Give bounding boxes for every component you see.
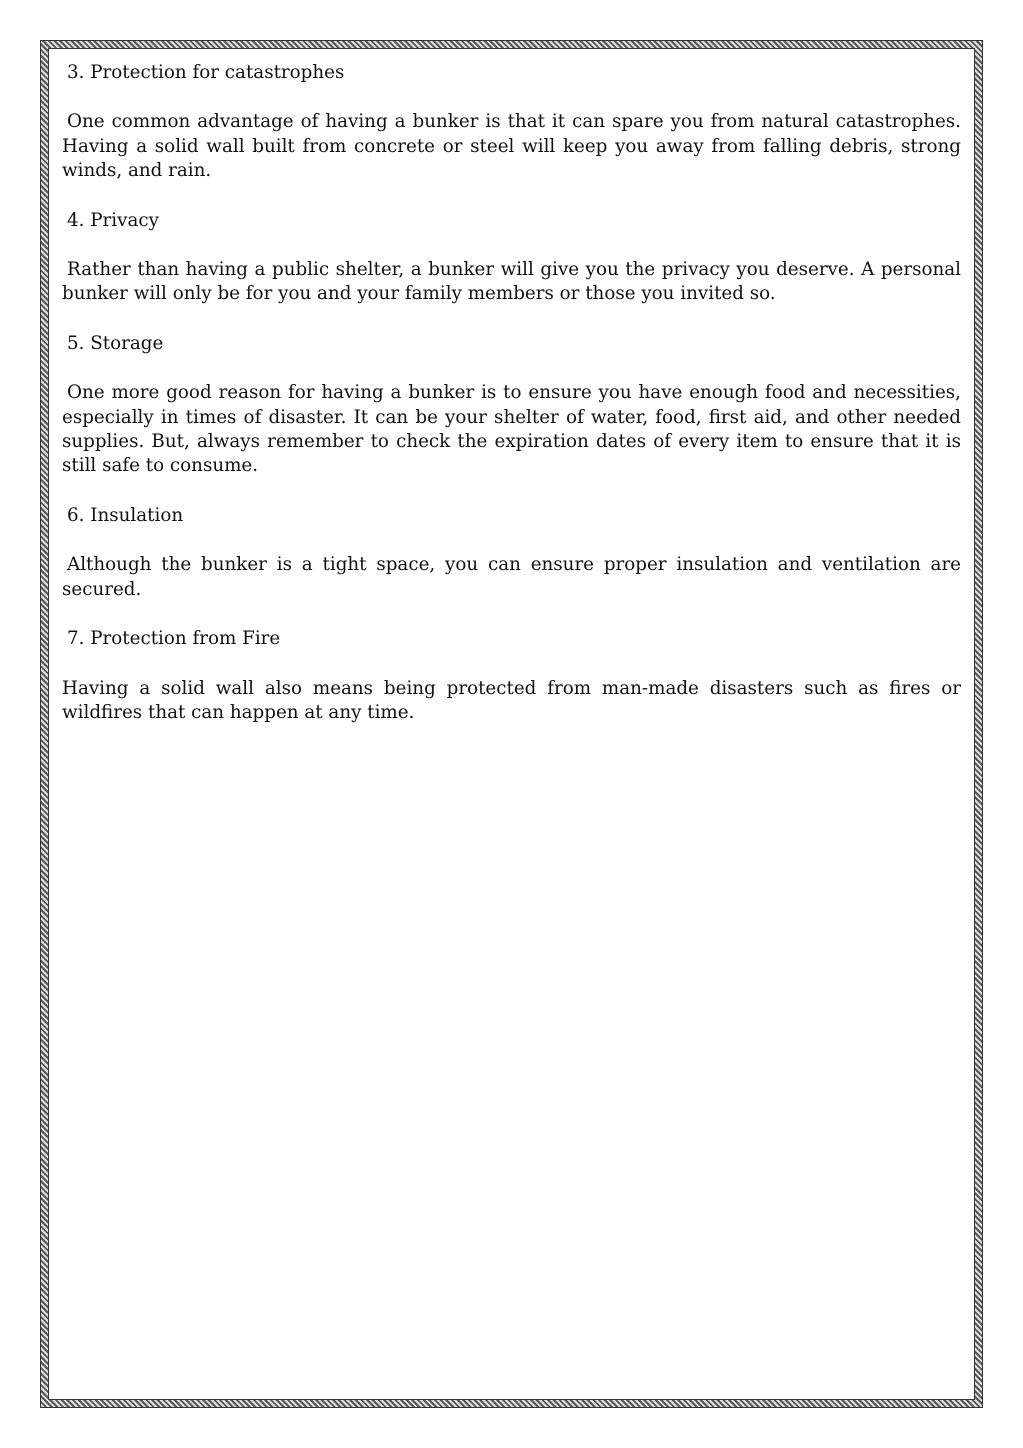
section-insulation (62, 504, 961, 602)
section-privacy (62, 209, 961, 307)
section-paragraph: Rather than having a public shelter, a bunker will give you the privacy you deserve. A personal bunker will only be for you and your family members or those you invited so. (62, 259, 961, 305)
section-heading: 3. Protection for catastrophes (67, 62, 345, 83)
section-heading: 5. Storage (67, 332, 164, 354)
section-protection-catastrophes (62, 61, 961, 184)
section-heading: 7. Protection from Fire (67, 628, 281, 650)
section-paragraph: Although the bunker is a tight space, you can ensure proper insulation and ventilation are secured. (62, 554, 961, 600)
section-heading: 6. Insulation (67, 504, 184, 526)
section-paragraph: Having a solid wall also means being protected from man-made disasters such as fires or wildfires that can happen at any time. (62, 677, 961, 723)
section-heading: 4. Privacy (67, 209, 159, 231)
section-paragraph: One common advantage of having a bunker is that it can spare you from natural catastrophes. Having a solid wall built from concrete or steel will keep you away from falling debris, strong winds, and rain. (62, 111, 961, 182)
document-body (62, 61, 961, 750)
section-storage (62, 332, 961, 479)
section-paragraph: One more good reason for having a bunker is to ensure you have enough food and necessities, especially in times of disaster. It can be your shelter of water, food, first aid, and other needed supplies. But, always remember to check the expiration dates of every item to ensure that it is still safe to consume. (62, 382, 961, 477)
section-protection-fire (62, 627, 961, 725)
